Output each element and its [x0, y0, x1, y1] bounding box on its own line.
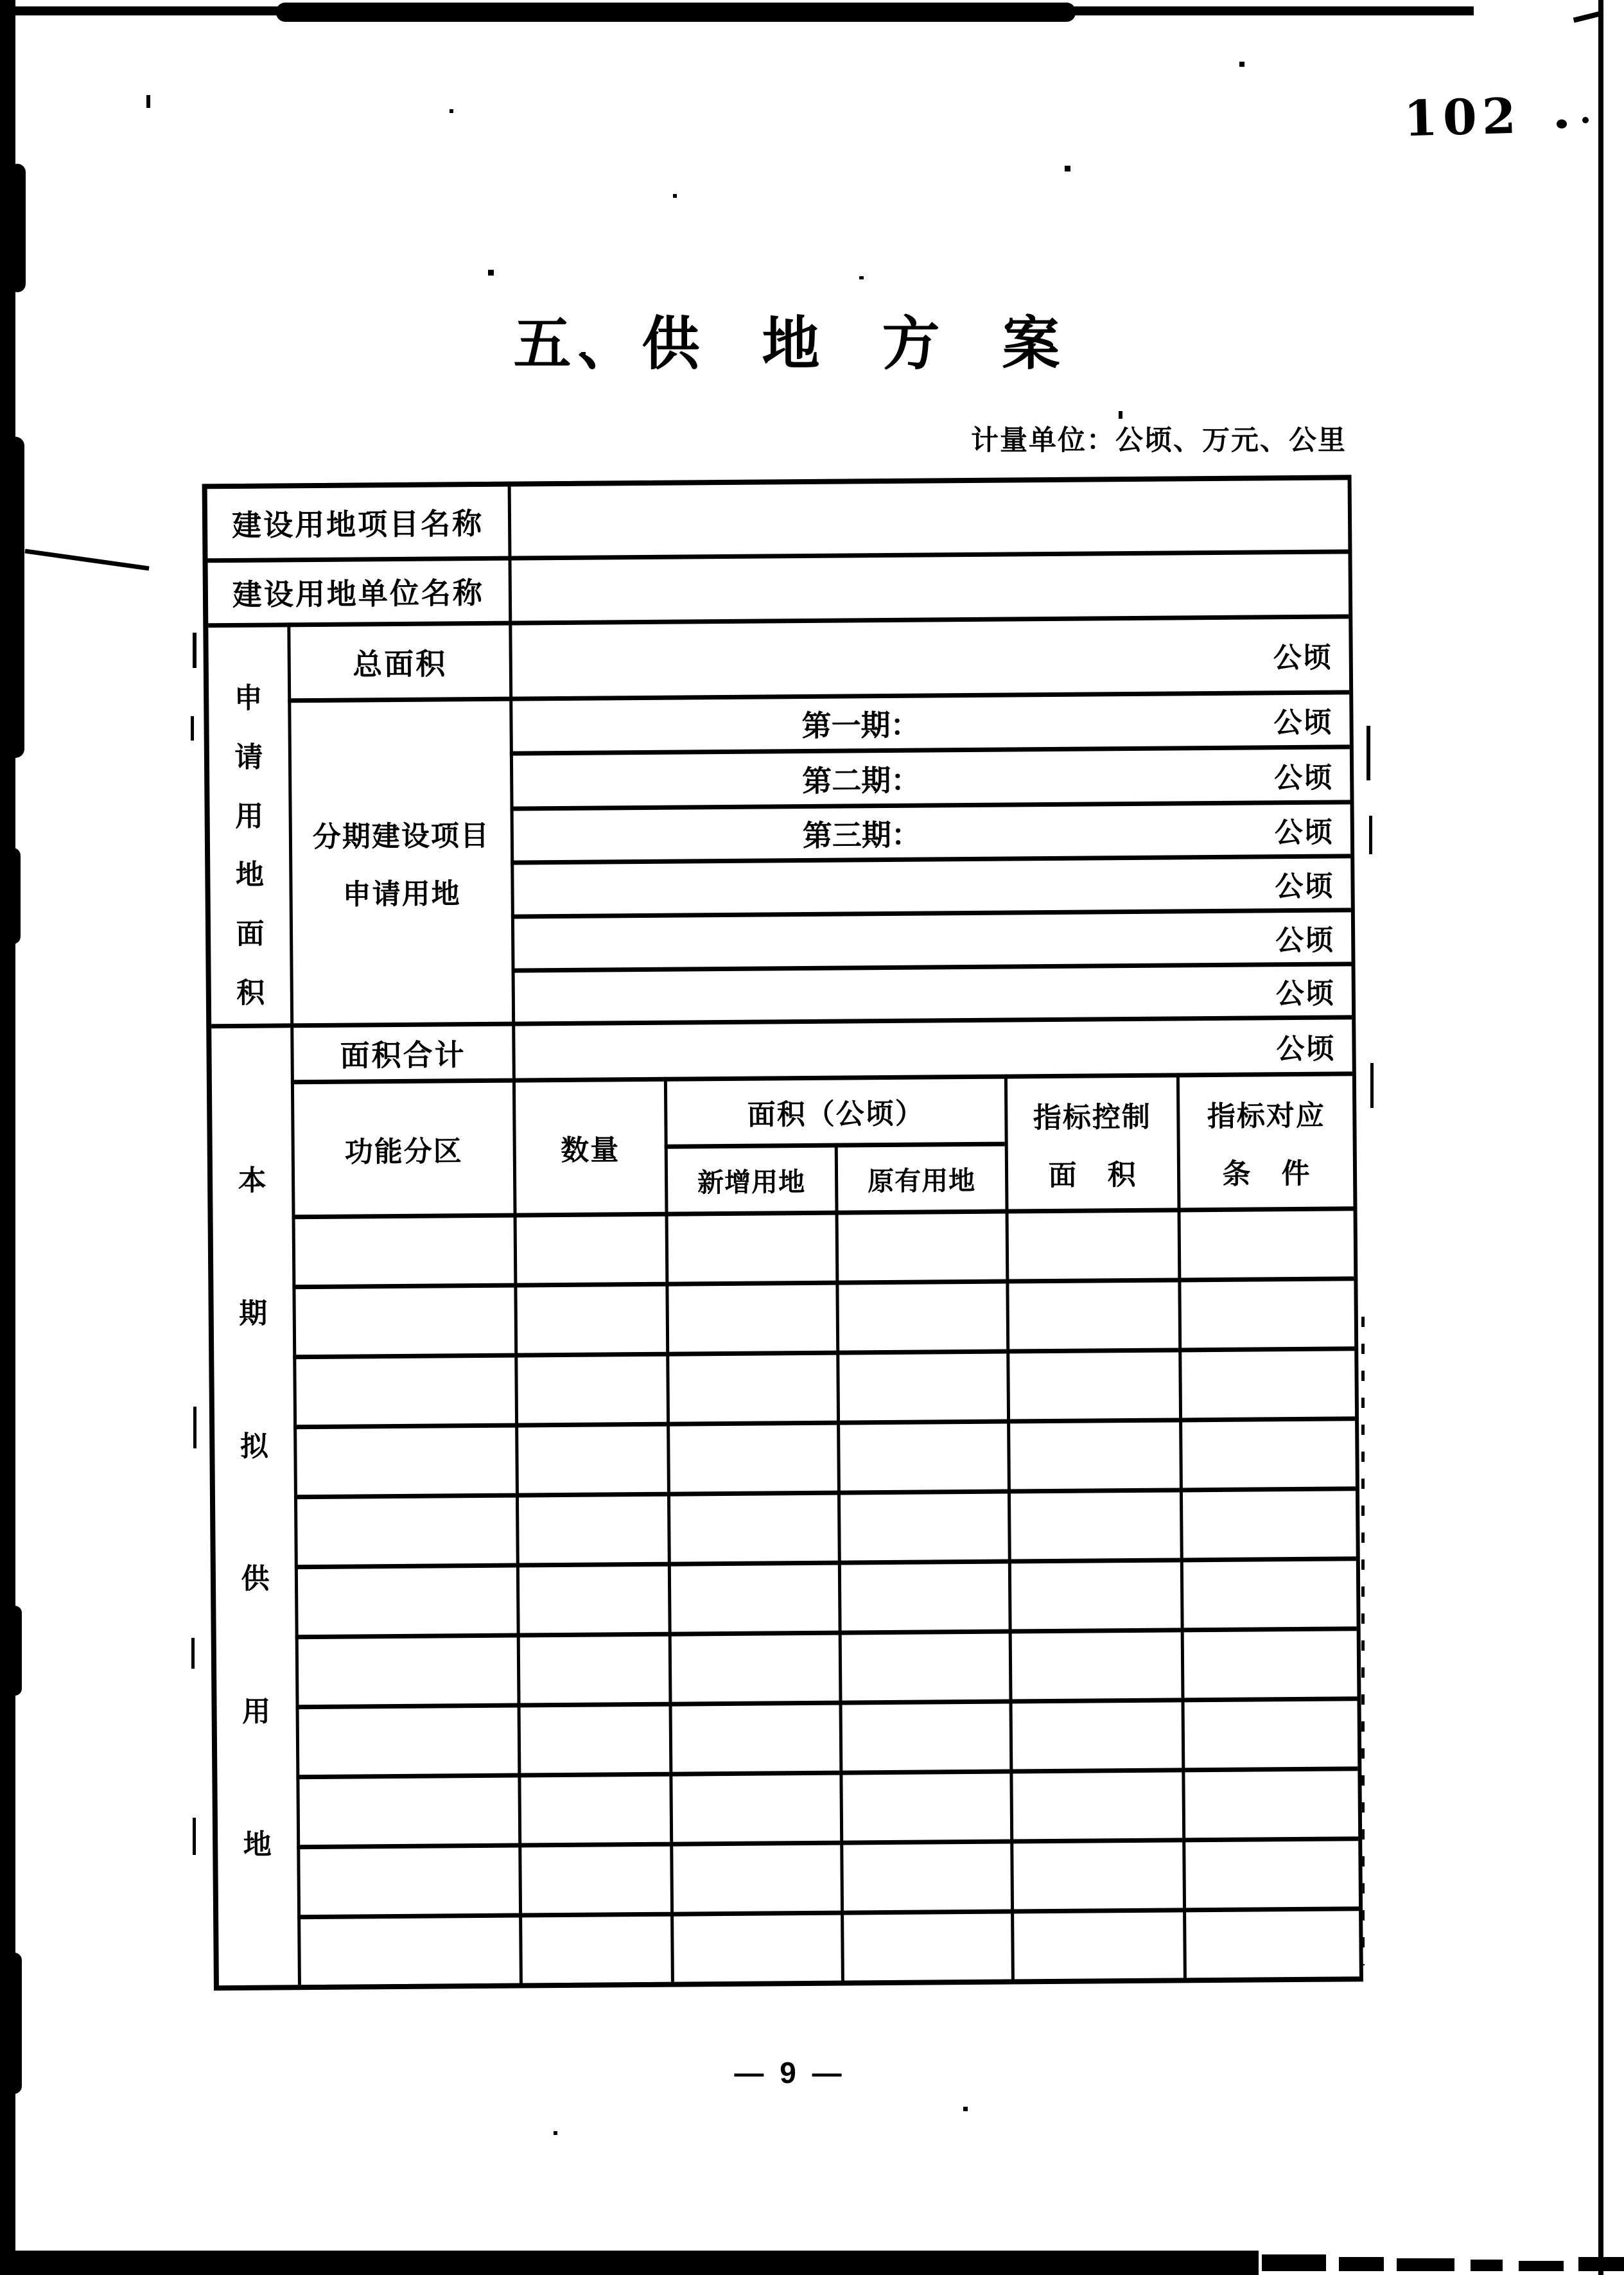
empty-body-cell	[1009, 1628, 1182, 1699]
area-sum-field	[512, 1015, 1352, 1078]
header-new-land: 新增用地	[665, 1143, 835, 1212]
scan-top-edge-thick	[276, 3, 1076, 22]
empty-body-cell	[668, 1561, 839, 1632]
supply-area-vertical-label	[211, 1023, 298, 1985]
scan-dash	[1366, 726, 1370, 780]
scan-dash	[1369, 816, 1372, 854]
vertical-label-char: 供	[241, 1563, 270, 1595]
header-indicator-condition	[1176, 1071, 1354, 1208]
header-indicator-control-line1: 指标控制	[1033, 1101, 1152, 1134]
apply-area-vertical-label	[208, 622, 290, 1024]
page-stamp: 102	[1402, 87, 1522, 148]
scan-dash	[191, 1638, 195, 1669]
scan-bottom-blob	[1262, 2254, 1326, 2271]
empty-body-cell	[667, 1421, 837, 1492]
header-area-group: 面积（公顷）	[664, 1075, 1005, 1145]
scan-speck	[1065, 166, 1070, 171]
scan-dash	[193, 633, 196, 668]
phased-project-label-line1: 分期建设项目	[312, 820, 491, 853]
empty-body-cell	[1178, 1276, 1354, 1348]
scan-speck	[1239, 62, 1244, 67]
empty-body-cell	[294, 1493, 516, 1565]
vertical-label-char: 期	[239, 1297, 268, 1330]
scan-dash	[193, 1407, 196, 1448]
empty-body-cell	[518, 1842, 670, 1913]
total-area-field	[509, 614, 1349, 696]
phase-row	[511, 854, 1351, 914]
empty-body-cell	[841, 1910, 1011, 1981]
empty-body-cell	[1177, 1206, 1354, 1278]
unit-label: 公顷	[1275, 924, 1335, 956]
org-name-label: 建设用地单位名称	[207, 556, 509, 624]
empty-body-cell	[670, 1911, 841, 1982]
scan-speck	[146, 95, 150, 108]
scan-bottom-blob	[1471, 2260, 1503, 2271]
scan-dash	[1370, 1063, 1374, 1108]
empty-body-cell	[665, 1281, 836, 1352]
vertical-label-char: 地	[243, 1829, 272, 1861]
empty-body-cell	[296, 1773, 518, 1845]
empty-body-cell	[835, 1209, 1006, 1281]
empty-body-cell	[295, 1633, 518, 1705]
scan-speck	[554, 2131, 557, 2135]
scan-left-blob	[8, 1606, 22, 1696]
empty-body-cell	[1182, 1836, 1359, 1908]
vertical-label-char: 面	[236, 918, 265, 951]
empty-body-cell	[1005, 1208, 1178, 1279]
empty-body-cell	[1178, 1346, 1355, 1418]
empty-body-cell	[670, 1841, 841, 1912]
scan-speck	[488, 270, 494, 276]
scan-left-blob	[9, 164, 26, 292]
empty-body-cell	[835, 1279, 1006, 1351]
empty-body-cell	[1006, 1348, 1179, 1419]
empty-body-cell	[1180, 1556, 1357, 1628]
empty-body-cell	[1007, 1418, 1180, 1489]
total-area-label: 总面积	[287, 621, 509, 699]
land-supply-table	[202, 475, 1363, 1990]
empty-body-cell	[1181, 1626, 1358, 1698]
unit-label: 公顷	[1273, 707, 1333, 739]
phased-project-label	[288, 697, 512, 1024]
empty-body-cell	[518, 1702, 670, 1773]
scan-bottom-edge	[0, 2251, 1259, 2275]
vertical-label-char: 用	[241, 1696, 271, 1728]
unit-label: 公顷	[1275, 978, 1336, 1010]
empty-body-cell	[519, 1912, 671, 1983]
empty-body-cell	[1182, 1766, 1358, 1838]
vertical-label-char: 用	[234, 800, 264, 832]
empty-body-cell	[667, 1491, 838, 1562]
page-title: 五、供 地 方 案	[513, 312, 1067, 376]
vertical-label-char: 本	[238, 1164, 266, 1197]
vertical-label-char: 拟	[240, 1430, 269, 1462]
empty-body-cell	[1008, 1488, 1180, 1559]
empty-body-cell	[296, 1703, 518, 1775]
empty-body-cell	[837, 1489, 1008, 1561]
empty-body-cell	[516, 1562, 668, 1633]
empty-body-cell	[839, 1770, 1010, 1841]
unit-label: 公顷	[1276, 1033, 1336, 1065]
empty-body-cell	[514, 1352, 667, 1423]
scan-left-blob	[5, 848, 21, 944]
empty-body-cell	[839, 1629, 1009, 1701]
unit-label: 公顷	[1275, 870, 1334, 902]
empty-body-cell	[515, 1422, 667, 1493]
empty-body-cell	[1009, 1698, 1182, 1769]
empty-body-cell	[836, 1349, 1007, 1421]
header-indicator-condition-line2: 条 件	[1222, 1157, 1311, 1190]
empty-body-cell	[516, 1492, 668, 1563]
empty-body-cell	[1009, 1768, 1182, 1839]
vertical-label-char: 申	[234, 682, 263, 714]
vertical-label-char: 地	[235, 859, 265, 892]
phase-row	[511, 908, 1352, 968]
header-indicator-condition-line1: 指标对应	[1207, 1100, 1326, 1132]
scan-scratch	[24, 549, 149, 570]
phase-2-label: 第二期：	[802, 763, 921, 798]
empty-body-cell	[665, 1211, 836, 1282]
empty-body-cell	[1006, 1278, 1178, 1349]
scan-bottom-blob	[1397, 2258, 1454, 2271]
scan-bottom-blob	[1578, 2257, 1624, 2271]
unit-label: 公顷	[1274, 762, 1334, 794]
scan-left-blob	[6, 437, 24, 758]
scan-stamp-dot	[1557, 119, 1567, 128]
empty-body-cell	[669, 1771, 840, 1842]
empty-body-cell	[514, 1212, 666, 1283]
scan-speck	[450, 109, 453, 113]
header-indicator-control-line2: 面 积	[1048, 1159, 1137, 1191]
empty-body-cell	[1180, 1486, 1356, 1558]
unit-label: 公顷	[1274, 816, 1334, 848]
header-functional-zone: 功能分区	[291, 1078, 514, 1215]
empty-body-cell	[838, 1559, 1009, 1631]
empty-body-cell	[837, 1419, 1008, 1491]
project-name-label: 建设用地项目名称	[231, 506, 484, 542]
empty-body-cell	[1008, 1558, 1181, 1629]
phase-row	[509, 690, 1350, 751]
scan-bottom-blob	[1519, 2261, 1564, 2271]
scan-speck	[1119, 411, 1122, 419]
phase-3-label: 第三期：	[802, 818, 921, 852]
empty-body-cell	[517, 1632, 669, 1703]
empty-body-cell	[292, 1213, 514, 1285]
header-existing-land: 原有用地	[835, 1142, 1006, 1211]
page-number: — 9 —	[734, 2056, 846, 2089]
scan-dash	[191, 716, 194, 741]
empty-body-cell	[514, 1282, 666, 1353]
unit-label: 公顷	[1273, 642, 1332, 674]
scan-right-edge	[1598, 0, 1603, 2275]
empty-body-cell	[668, 1631, 839, 1702]
phase-1-label: 第一期：	[801, 708, 920, 743]
project-name-field	[508, 480, 1349, 556]
empty-body-cell	[668, 1701, 839, 1772]
phase-row	[510, 744, 1350, 806]
empty-body-cell	[1010, 1838, 1183, 1909]
org-name-field	[508, 549, 1349, 620]
scan-stamp-dot	[1582, 117, 1589, 123]
header-quantity: 数量	[512, 1077, 665, 1213]
scan-speck	[859, 276, 864, 279]
empty-body-cell	[840, 1840, 1011, 1911]
phase-row	[512, 962, 1352, 1021]
area-sum-label: 面积合计	[290, 1022, 512, 1080]
empty-body-cell	[297, 1843, 519, 1915]
empty-body-cell	[1011, 1908, 1183, 1979]
scan-bottom-blob	[1339, 2257, 1384, 2271]
empty-body-cell	[295, 1563, 517, 1635]
scan-speck	[963, 2107, 968, 2111]
scan-speck	[673, 194, 677, 198]
empty-body-cell	[293, 1423, 516, 1495]
vertical-label-char: 请	[234, 741, 263, 773]
phase-row	[511, 800, 1351, 860]
empty-body-cell	[1181, 1696, 1358, 1768]
empty-body-cell	[518, 1772, 670, 1843]
empty-body-cell	[293, 1353, 515, 1425]
empty-body-cell	[1183, 1906, 1359, 1978]
empty-body-cell	[666, 1351, 837, 1422]
empty-body-cell	[292, 1283, 514, 1355]
empty-body-cell	[1179, 1416, 1356, 1488]
scan-dash	[193, 1818, 196, 1855]
empty-body-cell	[297, 1913, 520, 1985]
measurement-units-note: 计量单位：公顷、万元、公里	[971, 425, 1347, 456]
empty-body-cell	[839, 1700, 1009, 1771]
vertical-label-char: 积	[236, 977, 265, 1009]
phased-project-label-line2: 申请用地	[342, 877, 461, 911]
header-indicator-control-area	[1004, 1073, 1178, 1209]
